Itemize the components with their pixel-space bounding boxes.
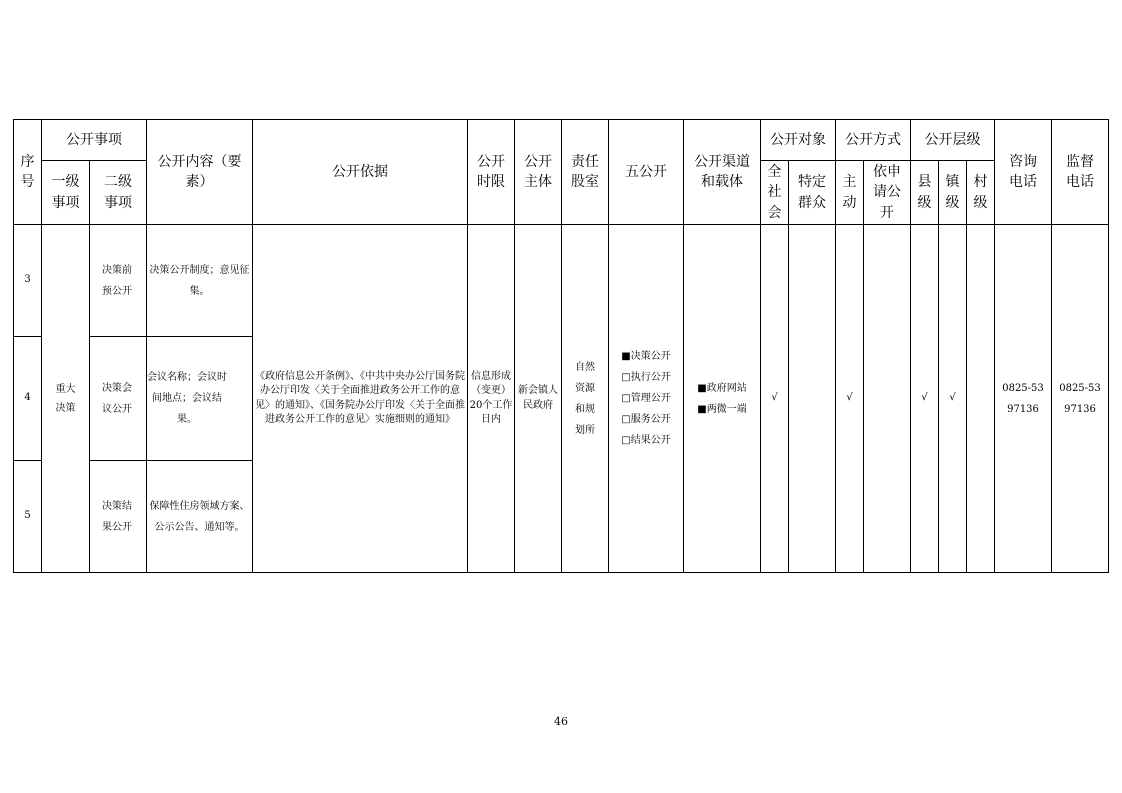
- header-level-town: 镇级: [939, 161, 967, 225]
- header-five-open: 五公开: [609, 120, 684, 225]
- header-level2: 二级事项: [90, 161, 147, 225]
- row-seq: 5: [14, 461, 42, 573]
- header-basis: 公开依据: [253, 120, 468, 225]
- shared-basis: 《政府信息公开条例》、《中共中央办公厅国务院办公厅印发〈关于全面推进政务公开工作的意见〉的通知》、《国务院办公厅印发〈关于全面推进政务公开工作的意见〉实施细则的通知》: [253, 225, 468, 573]
- shared-method-active: √: [836, 225, 864, 573]
- row-content: 决策公开制度；意见征集。: [147, 225, 253, 337]
- header-level1: 一级事项: [42, 161, 90, 225]
- shared-method-apply: [864, 225, 911, 573]
- table-row: [14, 225, 1109, 337]
- header-method-active: 主动: [836, 161, 864, 225]
- shared-level-village: [967, 225, 995, 573]
- five-open-item-decision: ■决策公开: [621, 351, 671, 362]
- header-subject: 公开主体: [515, 120, 562, 225]
- row-level2: 决策会议公开: [90, 337, 147, 461]
- five-open-item-management: □管理公开: [621, 393, 671, 404]
- disclosure-table: [13, 119, 1109, 573]
- header-supervise-phone: 监督电话: [1052, 120, 1109, 225]
- shared-target-specific: [789, 225, 836, 573]
- shared-level-town: √: [939, 225, 967, 573]
- header-channel: 公开渠道和载体: [684, 120, 761, 225]
- header-level-county: 县级: [911, 161, 939, 225]
- row-seq: 3: [14, 225, 42, 337]
- shared-level-county: √: [911, 225, 939, 573]
- row-level2: 决策结果公开: [90, 461, 147, 573]
- header-target-specific: 特定群众: [789, 161, 836, 225]
- header-level: 公开层级: [911, 120, 995, 161]
- header-seq: 序号: [14, 120, 42, 225]
- header-matter: 公开事项: [42, 120, 147, 161]
- shared-time-limit: 信息形成（变更）20个工作日内: [468, 225, 515, 573]
- shared-subject: 新会镇人民政府: [515, 225, 562, 573]
- header-target-all: 全社会: [761, 161, 789, 225]
- shared-dept: 自然资源和规划所: [562, 225, 609, 573]
- channel-item-website: ■政府网站: [697, 382, 747, 394]
- header-time-limit: 公开时限: [468, 120, 515, 225]
- row-content: 保障性住房领域方案、公示公告、通知等。: [147, 461, 253, 573]
- shared-consult-phone: 0825-5397136: [995, 225, 1052, 573]
- shared-level1: 重大决策: [42, 225, 90, 573]
- header-consult-phone: 咨询电话: [995, 120, 1052, 225]
- row-level2: 决策前预公开: [90, 225, 147, 337]
- header-content: 公开内容（要素）: [147, 120, 253, 225]
- channel-item-weibo-wechat: ■两微一端: [697, 403, 747, 415]
- header-target: 公开对象: [761, 120, 836, 161]
- shared-channel: [684, 225, 761, 573]
- five-open-item-service: □服务公开: [621, 414, 671, 425]
- shared-target-all: √: [761, 225, 789, 573]
- shared-five-open: [609, 225, 684, 573]
- header-method: 公开方式: [836, 120, 911, 161]
- header-level-village: 村级: [967, 161, 995, 225]
- row-content: 会议名称；会议时间地点；会议结果。: [147, 337, 253, 461]
- shared-supervise-phone: 0825-5397136: [1052, 225, 1109, 573]
- header-dept: 责任股室: [562, 120, 609, 225]
- row-seq: 4: [14, 337, 42, 461]
- header-method-apply: 依申请公开: [864, 161, 911, 225]
- five-open-item-execution: □执行公开: [621, 372, 671, 383]
- page-number: 46: [554, 715, 568, 728]
- five-open-item-result: □结果公开: [621, 435, 671, 446]
